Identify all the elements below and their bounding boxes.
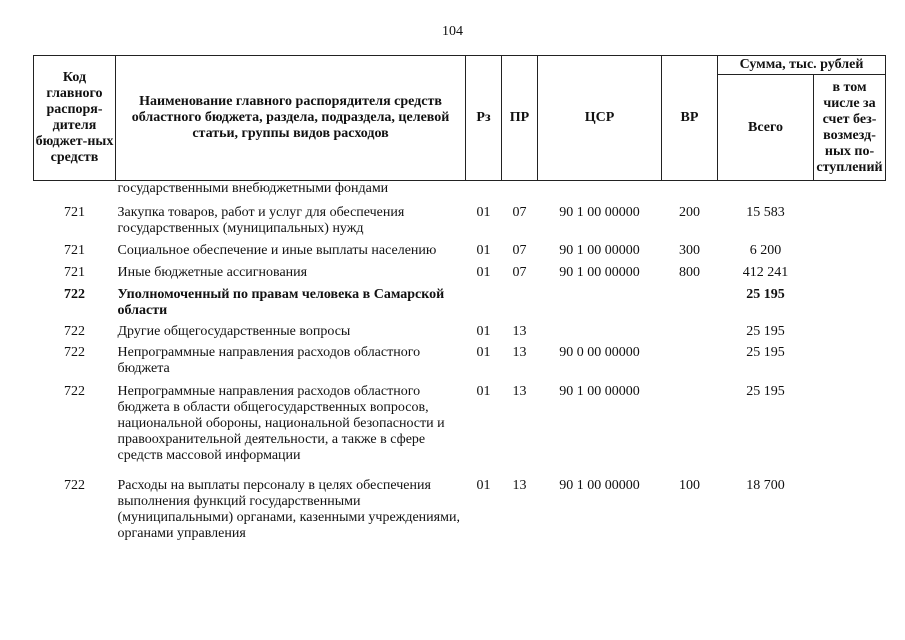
cell-csr: 90 1 00 00000 [559, 205, 640, 220]
table-row [34, 319, 886, 340]
cell-code: 722 [64, 287, 85, 302]
cell-name: Закупка товаров, работ и услуг для обеспечения государственных (муниципальных) нужд [117, 205, 405, 236]
cell-total: 15 583 [746, 205, 785, 220]
cell-total: 25 195 [746, 345, 785, 360]
cell-csr [538, 181, 662, 199]
cell-name: Непрограммные направления расходов областного бюджета в области общегосударственных вопросов, национальной обороны, национальной безопасности и правоохранительной деятельности, а также в сфере средств массовой информации [117, 384, 445, 463]
table-row [34, 237, 886, 259]
cell-vr [662, 377, 718, 464]
cell-csr: 90 0 00 00000 [559, 345, 640, 360]
cell-name: Уполномоченный по правам человека в Самарской области [117, 287, 445, 318]
cell-free [814, 377, 886, 464]
cell-pr [502, 281, 538, 319]
cell-total: 25 195 [746, 384, 785, 399]
table-row [34, 377, 886, 464]
page-number: 104 [442, 24, 463, 39]
cell-free [814, 281, 886, 319]
cell-code: 722 [64, 324, 85, 339]
cell-vr [662, 181, 718, 199]
cell-pr: 07 [512, 205, 527, 220]
table-row [34, 198, 886, 237]
cell-pr: 07 [512, 265, 527, 280]
cell-csr [538, 319, 662, 340]
header-free: в том числе за счет без-возмезд-ных по-ступлений [814, 75, 886, 181]
cell-rz: 01 [476, 205, 491, 220]
cell-code: 721 [64, 205, 85, 220]
cell-rz: 01 [476, 478, 491, 493]
table-row [34, 181, 886, 199]
cell-code: 722 [64, 384, 85, 399]
cell-total: 18 700 [746, 478, 785, 493]
cell-code: 721 [64, 265, 85, 280]
cell-code: 722 [64, 345, 85, 360]
cell-total: 25 195 [746, 287, 785, 302]
cell-name: Иные бюджетные ассигнования [117, 265, 308, 280]
header-name: Наименование главного распорядителя средств областного бюджета, раздела, подраздела, целевой статьи, группы видов расходов [116, 56, 466, 181]
cell-csr [538, 281, 662, 319]
cell-rz: 01 [476, 384, 491, 399]
header-rz: Рз [466, 56, 502, 181]
cell-code [34, 181, 116, 199]
cell-pr: 07 [512, 243, 527, 258]
cell-name: Социальное обеспечение и иные выплаты населению [117, 243, 437, 258]
cell-csr: 90 1 00 00000 [559, 243, 640, 258]
cell-vr: 100 [679, 478, 700, 493]
cell-csr: 90 1 00 00000 [559, 265, 640, 280]
cell-name: государственными внебюджетными фондами [117, 181, 389, 196]
cell-vr: 800 [679, 265, 700, 280]
cell-rz: 01 [476, 243, 491, 258]
cell-rz: 01 [476, 324, 491, 339]
table-row [34, 259, 886, 281]
cell-rz: 01 [476, 265, 491, 280]
header-code: Код главного распоря-дителя бюджет-ных средств [34, 56, 116, 181]
budget-table [33, 55, 886, 542]
cell-csr: 90 1 00 00000 [559, 384, 640, 399]
header-vr: ВР [662, 56, 718, 181]
cell-code: 722 [64, 478, 85, 493]
header-sum: Сумма, тыс. рублей [718, 56, 886, 75]
cell-free [814, 181, 886, 199]
cell-free [814, 198, 886, 237]
cell-vr [662, 319, 718, 340]
cell-free [814, 319, 886, 340]
header-csr: ЦСР [538, 56, 662, 181]
cell-rz [466, 281, 502, 319]
table-row [34, 464, 886, 542]
cell-vr [662, 340, 718, 377]
cell-name: Непрограммные направления расходов областного бюджета [117, 345, 421, 376]
cell-pr: 13 [512, 384, 527, 399]
cell-pr: 13 [512, 345, 527, 360]
cell-pr: 13 [512, 478, 527, 493]
cell-name: Другие общегосударственные вопросы [117, 324, 351, 339]
cell-free [814, 259, 886, 281]
cell-pr: 13 [512, 324, 527, 339]
cell-vr: 200 [679, 205, 700, 220]
cell-rz: 01 [476, 345, 491, 360]
cell-total: 412 241 [742, 265, 789, 280]
cell-vr [662, 281, 718, 319]
header-total: Всего [718, 75, 814, 181]
cell-free [814, 464, 886, 542]
cell-vr: 300 [679, 243, 700, 258]
table-row [34, 281, 886, 319]
cell-free [814, 237, 886, 259]
cell-total [718, 181, 814, 199]
cell-csr: 90 1 00 00000 [559, 478, 640, 493]
cell-rz [466, 181, 502, 199]
cell-total: 25 195 [746, 324, 785, 339]
cell-free [814, 340, 886, 377]
cell-code: 721 [64, 243, 85, 258]
cell-total: 6 200 [749, 243, 782, 258]
table-row [34, 340, 886, 377]
header-pr: ПР [502, 56, 538, 181]
cell-name: Расходы на выплаты персоналу в целях обеспечения выполнения функций государственными (муниципальными) органами, казенными учреждениями, органами управления [117, 478, 460, 541]
cell-pr [502, 181, 538, 199]
